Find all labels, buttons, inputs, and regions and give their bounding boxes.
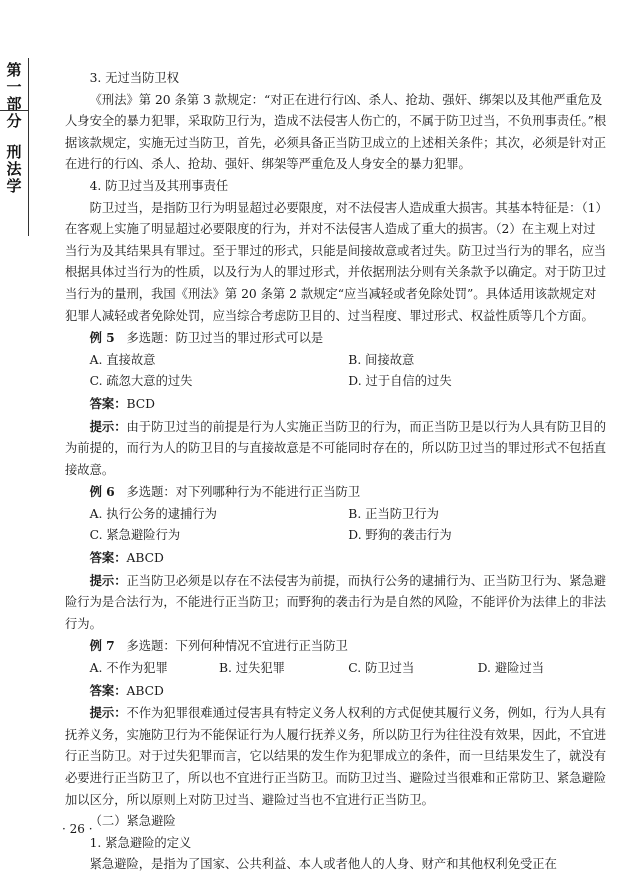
option-item: D. 野狗的袭击行为	[348, 528, 452, 543]
example-7-answer	[65, 680, 607, 703]
example-5-text: 多选题：防卫过当的罪过形式可以是	[126, 331, 324, 346]
example-5-question	[65, 327, 607, 350]
paragraph-necessity: 紧急避险，是指为了国家、公共利益、本人或者他人的人身、财产和其他权利免受正在	[89, 857, 557, 872]
heading-necessity-definition: 1. 紧急避险的定义	[89, 835, 192, 850]
option-item: C. 防卫过当	[348, 661, 415, 676]
answer-label: 答案：	[89, 550, 127, 566]
hint-label: 提示：	[89, 572, 127, 588]
option-item: C. 紧急避险行为	[89, 528, 181, 543]
example-5-options-row-2	[65, 371, 607, 393]
paragraph-no-limit-defense: 《刑法》第 20 条第 3 款规定：“对正在进行行凶、杀人、抢劫、强奸、绑架以及其他严重危及人身安全的暴力犯罪，采取防卫行为，造成不法侵害人伤亡的，不属于防卫过当，不负刑事责任。”根据该款规定，实施无过当防卫，首先，必须具备正当防卫成立的上述相关条件；其次，必须是针对正在进行的行凶、杀人、抢劫、强奸、绑架等严重危及人身安全的暴力犯罪。	[65, 92, 607, 172]
example-7-number: 例 7	[89, 638, 115, 654]
heading-necessity: （二）紧急避险	[89, 814, 176, 829]
option-item: B. 间接故意	[348, 352, 415, 367]
example-6-question	[65, 481, 607, 504]
option-item: C. 疏忽大意的过失	[89, 374, 193, 389]
hint-text: 不作为犯罪很难通过侵害具有特定义务人权利的方式促使其履行义务，例如，行为人具有抚养义务，实施防卫行为不能保证行为人履行抚养义务，所以防卫行为往往没有效果，因此，不宜进行正当防卫。对于过失犯罪而言，它以结果的发生作为犯罪成立的条件，而一旦结果发生了，就没有必要进行正当防卫了，所以也不宜进行正当防卫。而防卫过当、避险过当很难和正常防卫、紧急避险加以区分，所以原则上对防卫过当、避险过当也不宜进行正当防卫。	[65, 706, 607, 807]
example-7-hint	[65, 702, 607, 811]
answer-label: 答案：	[89, 395, 127, 411]
option-item: A. 直接故意	[89, 352, 156, 367]
hint-label: 提示：	[89, 418, 127, 434]
example-7-options	[65, 658, 607, 680]
heading-excessive-defense: 4. 防卫过当及其刑事责任	[89, 178, 229, 193]
example-6-answer	[65, 547, 607, 570]
option-item: B. 正当防卫行为	[348, 506, 439, 521]
page-number: · 26 ·	[62, 822, 93, 836]
paragraph-excessive-defense: 防卫过当，是指防卫行为明显超过必要限度，对不法侵害人造成重大损害。其基本特征是：（1）在客观上实施了明显超过必要限度的行为，并对不法侵害人造成了重大的损害。（2）在主观上对过当行为及其结果具有罪过。至于罪过的形式，只能是间接故意或者过失。防卫过当行为的罪名，应当根据具体过当行为的性质，以及行为人的罪过形式，并依据刑法分则有关条款予以确定。对于防卫过当行为的量刑，我国《刑法》第 20 条第 2 款规定“应当减轻或者免除处罚”。具体适用该款规定对犯罪人减轻或者免除处罚，应当综合考虑防卫目的、过当程度、罪过形式、权益性质等几个方面。	[65, 200, 607, 323]
example-5-answer	[65, 393, 607, 416]
example-6-number: 例 6	[89, 484, 115, 500]
option-item: A. 不作为犯罪	[89, 661, 168, 676]
section-label: 刑法学	[6, 143, 22, 195]
hint-text: 正当防卫必须是以存在不法侵害为前提，而执行公务的逮捕行为、正当防卫行为、紧急避险行为是合法行为，不能进行正当防卫；而野狗的袭击行为是自然的风险，不能评价为法律上的非法行为。	[65, 573, 607, 631]
answer-value: BCD	[126, 396, 156, 411]
sidebar-labels	[4, 62, 24, 195]
example-6-options-row-1	[65, 504, 607, 526]
example-6-options-row-2	[65, 525, 607, 547]
hint-text: 由于防卫过当的前提是行为人实施正当防卫的行为，而正当防卫是以行为人具有防卫目的为前提的，而行为人的防卫目的与直接故意是不可能同时存在的，所以防卫过当的罪过形式不包括直接故意。	[65, 419, 607, 477]
example-6-hint	[65, 570, 607, 636]
example-5-number: 例 5	[89, 330, 115, 346]
example-5-options-row-1	[65, 350, 607, 372]
example-7-question	[65, 635, 607, 658]
answer-value: ABCD	[126, 551, 164, 566]
option-item: A. 执行公务的逮捕行为	[89, 506, 217, 521]
page-body	[65, 68, 607, 876]
option-item: D. 避险过当	[477, 661, 545, 676]
answer-value: ABCD	[126, 683, 164, 698]
option-item: D. 过于自信的过失	[348, 374, 452, 389]
option-item: B. 过失犯罪	[218, 661, 285, 676]
hint-label: 提示：	[89, 705, 127, 721]
example-7-text: 多选题：下列何种情况不宜进行正当防卫	[126, 639, 348, 654]
example-6-text: 多选题：对下列哪种行为不能进行正当防卫	[126, 485, 361, 500]
heading-no-limit-defense: 3. 无过当防卫权	[89, 71, 180, 85]
answer-label: 答案：	[89, 682, 127, 698]
part-label: 第一部分	[6, 61, 22, 130]
chapter-sidebar	[0, 58, 29, 236]
example-5-hint	[65, 416, 607, 482]
sidebar-divider	[0, 110, 28, 111]
